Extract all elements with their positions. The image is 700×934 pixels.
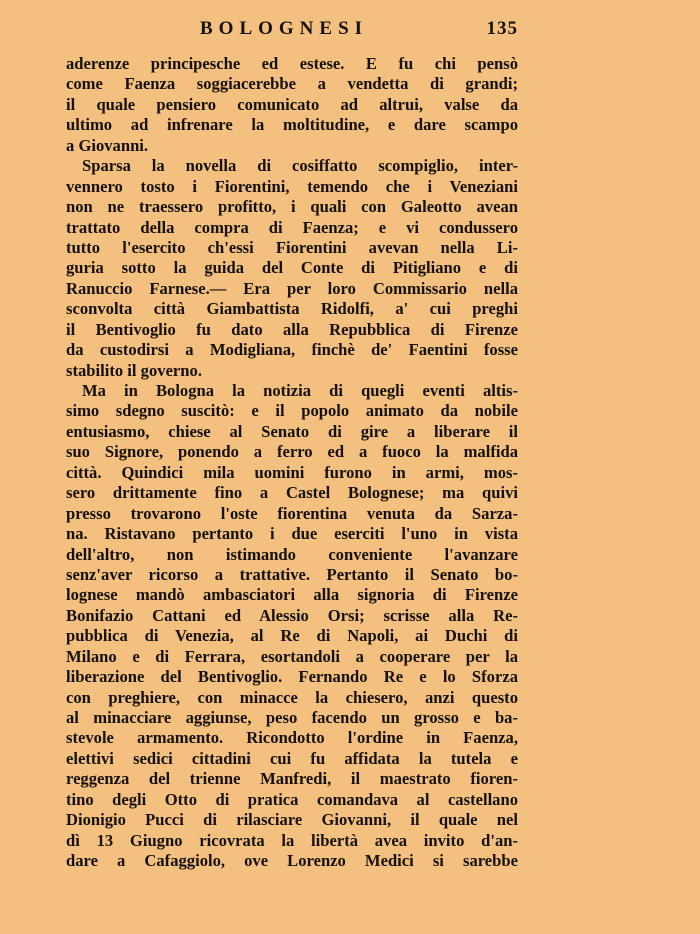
running-head [66, 14, 518, 48]
text-line: pubblica di Venezia, al Re di Napoli, ai Duchi di [66, 626, 518, 646]
text-line: il quale pensiero comunicato ad altrui, valse da [66, 94, 518, 114]
text-line: liberazione del Bentivoglio. Fernando Re e lo Sforza [66, 667, 518, 687]
text-line: vennero tosto i Fiorentini, temendo che i Veneziani [66, 176, 518, 196]
text-line: città. Quindici mila uomini furono in armi, mos- [66, 462, 518, 482]
text-line: suo Signore, ponendo a ferro ed a fuoco la malfida [66, 442, 518, 462]
body-text [66, 54, 518, 872]
text-line: tino degli Otto di pratica comandava al castellano [66, 789, 518, 809]
text-line: Milano e di Ferrara, esortandoli a cooperare per la [66, 646, 518, 666]
text-line: reggenza del trienne Manfredi, il maestrato fioren- [66, 769, 518, 789]
text-line: con preghiere, con minacce la chiesero, anzi questo [66, 687, 518, 707]
text-line: na. Ristavano pertanto i due eserciti l'uno in vista [66, 524, 518, 544]
text-line: stabilito il governo. [66, 360, 202, 380]
text-line: dell'altro, non istimando conveniente l'avanzare [66, 544, 518, 564]
text-line: dare a Cafaggiolo, ove Lorenzo Medici si sarebbe [66, 851, 518, 871]
text-line: entusiasmo, chiese al Senato di gire a liberare il [66, 421, 518, 441]
page-number: 135 [486, 18, 518, 39]
book-page [66, 14, 518, 872]
text-line: il Bentivoglio fu dato alla Repubblica di Firenze [66, 319, 518, 339]
text-line: Ranuccio Farnese.— Era per loro Commissario nella [66, 278, 518, 298]
text-line: ultimo ad infrenare la moltitudine, e dare scampo [66, 115, 518, 135]
text-line: Sparsa la novella di cosiffatto scompiglio, inter- [82, 156, 518, 176]
text-line: trattato della compra di Faenza; e vi condussero [66, 217, 518, 237]
text-line: Ma in Bologna la notizia di quegli eventi altis- [82, 381, 518, 400]
text-line: elettivi sedici cittadini cui fu affidata la tutela e [66, 748, 518, 768]
text-line: simo sdegno suscitò: e il popolo animato da nobile [66, 401, 518, 421]
text-line: presso trovarono l'oste fiorentina venuta da Sarza- [66, 503, 518, 523]
text-line: sero drittamente fino a Castel Bolognese; ma quivi [66, 483, 518, 503]
text-line: senz'aver ricorso a trattative. Pertanto il Senato bo- [66, 564, 518, 584]
text-line: Dionigio Pucci di rilasciare Giovanni, il quale nel [66, 810, 518, 830]
text-line: al minacciare aggiunse, peso facendo un grosso e ba- [66, 708, 518, 727]
text-line: aderenze principesche ed estese. E fu chi pensò [66, 54, 518, 73]
text-line: stevole armamento. Ricondotto l'ordine in Faenza, [66, 728, 518, 748]
text-line: guria sotto la guida del Conte di Pitigliano e di [66, 258, 518, 278]
text-line: Bonifazio Cattani ed Alessio Orsi; scrisse alla Re- [66, 605, 518, 625]
text-line: a Giovanni. [66, 135, 149, 155]
text-line: non ne traessero profitto, i quali con Galeotto avean [66, 197, 518, 217]
text-line: lognese mandò ambasciatori alla signoria di Firenze [66, 585, 518, 605]
text-line: tutto l'esercito ch'essi Fiorentini avevan nella Li- [66, 237, 518, 257]
text-line: da custodirsi a Modigliana, finchè de' Faentini fosse [66, 340, 518, 360]
text-line: come Faenza soggiacerebbe a vendetta di grandi; [66, 74, 518, 94]
running-title: BOLOGNESI [200, 18, 369, 39]
text-line: sconvolta città Giambattista Ridolfi, a' cui preghi [66, 299, 518, 319]
text-line: dì 13 Giugno ricovrata la libertà avea invito d'an- [66, 830, 518, 850]
